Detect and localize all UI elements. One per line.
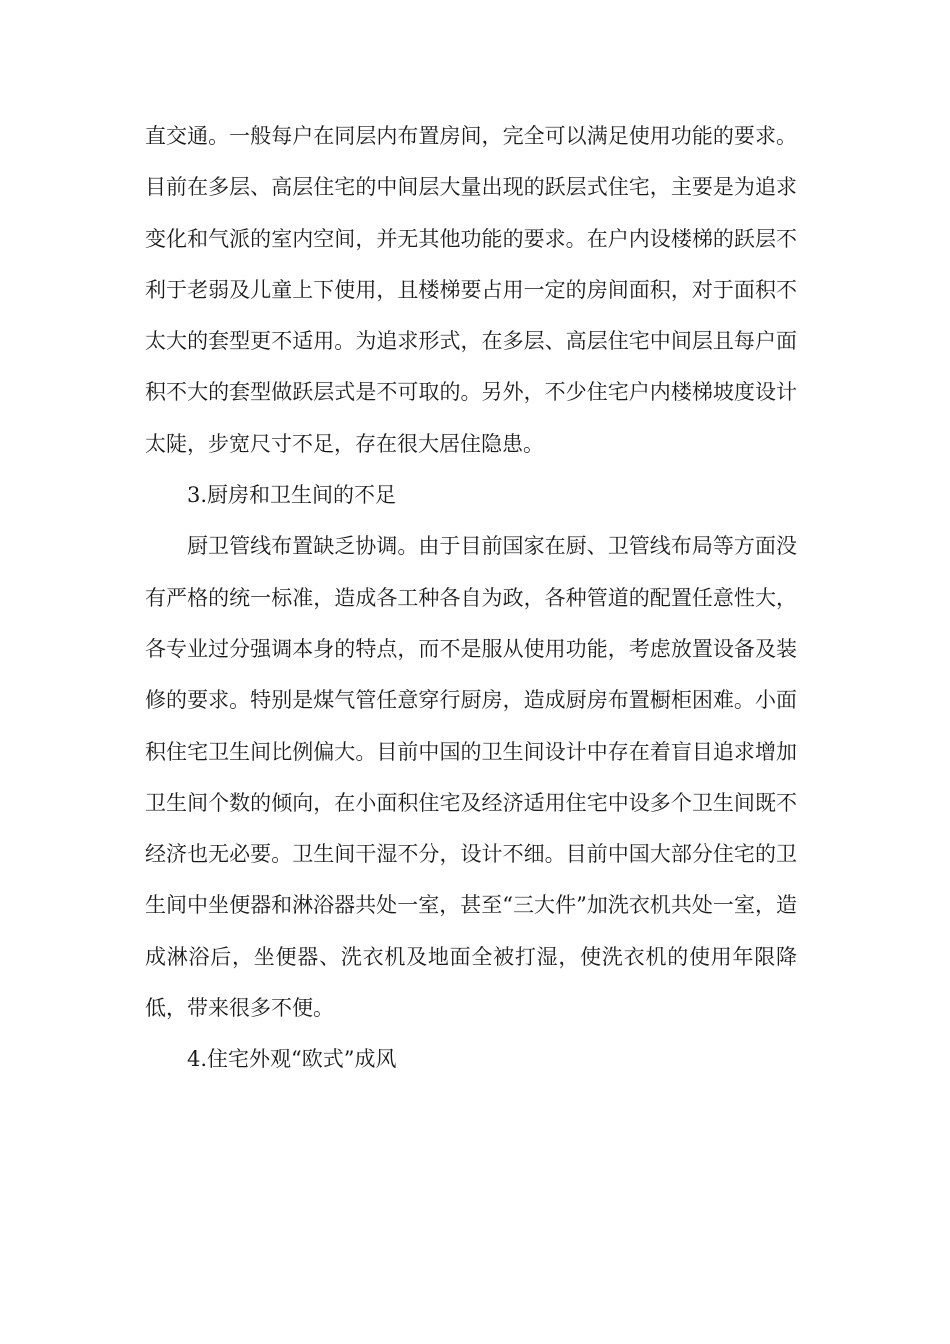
paragraph-continuation: 直交通。一般每户在同层内布置房间，完全可以满足使用功能的要求。目前在多层、高层住宅的中间层大量出现的跃层式住宅，主要是为追求变化和气派的室内空间，并无其他功能的要求。在户内设楼梯的跃层不利于老弱及儿童上下使用，且楼梯要占用一定的房间面积，对于面积不太大的套型更不适用。为追求形式，在多层、高层住宅中间层且每户面积不大的套型做跃层式是不可取的。另外，不少住宅户内楼梯坡度设计太陡，步宽尺寸不足，存在很大居住隐患。: [145, 124, 797, 456]
section-heading-exterior-style: 4.住宅外观“欧式”成风: [187, 1047, 397, 1072]
section-heading-kitchen-bathroom: 3.厨房和卫生间的不足: [187, 483, 397, 508]
paragraph-kitchen-bathroom: 厨卫管线布置缺乏协调。由于目前国家在厨、卫管线布局等方面没有严格的统一标准，造成各工种各自为政，各种管道的配置任意性大，各专业过分强调本身的特点，而不是服从使用功能，考虑放置设备及装修的要求。特别是煤气管任意穿行厨房，造成厨房布置橱柜困难。小面积住宅卫生间比例偏大。目前中国的卫生间设计中存在着盲目追求增加卫生间个数的倾向，在小面积住宅及经济适用住宅中设多个卫生间既不经济也无必要。卫生间干湿不分，设计不细。目前中国大部分住宅的卫生间中坐便器和淋浴器共处一室，甚至“三大件”加洗衣机共处一室，造成淋浴后，坐便器、洗衣机及地面全被打湿，使洗衣机的使用年限降低，带来很多不便。: [145, 534, 797, 1021]
document-body: [145, 111, 797, 1086]
